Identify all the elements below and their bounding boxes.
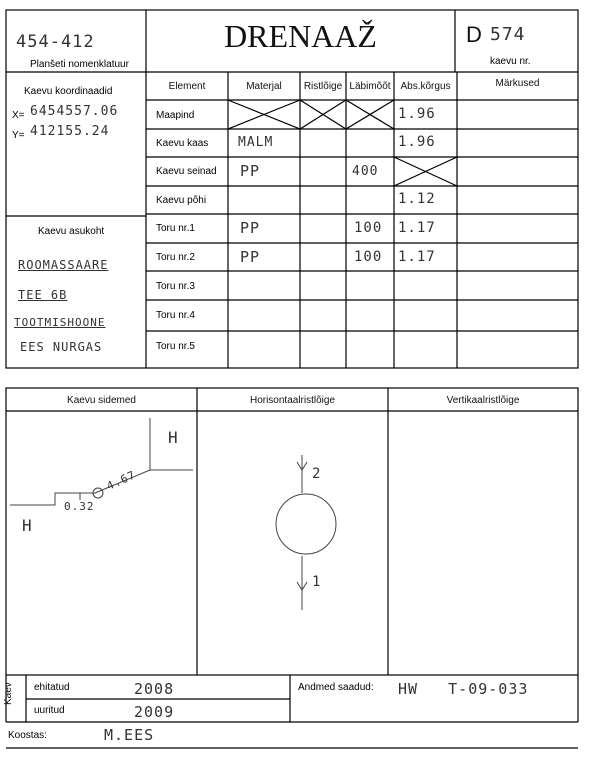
- row-label-maapind: Maapind: [156, 110, 195, 121]
- sketch-dist-2: 0.32: [64, 500, 95, 513]
- material-toru-2: PP: [240, 248, 261, 266]
- source-value: HW T-09-033: [398, 680, 529, 698]
- location-label: Kaevu asukoht: [38, 226, 105, 237]
- location-line-3: TOOTMISHOONE: [14, 316, 106, 329]
- diameter-toru-1: 100: [354, 220, 383, 236]
- location-line-4: EES NURGAS: [20, 340, 103, 354]
- author-label: Koostas:: [8, 730, 47, 741]
- coords-label: Kaevu koordinaadid: [24, 86, 113, 97]
- diameter-kaevu-seinad: 400: [352, 164, 379, 179]
- material-toru-1: PP: [240, 219, 261, 237]
- section-connections: Kaevu sidemed: [67, 395, 136, 406]
- source-label: Andmed saadud:: [298, 682, 374, 693]
- col-header-abs: Abs.kõrgus: [400, 81, 451, 92]
- sketch-h-top: H: [168, 428, 179, 447]
- sketch-dist-1: 4.67: [104, 468, 138, 493]
- connections-sketch: [10, 418, 193, 505]
- abs-maapind: 1.96: [398, 106, 436, 122]
- x-value: 6454557.06: [30, 104, 119, 119]
- sketch-h-left: H: [22, 516, 33, 535]
- col-header-labimoot: Läbimõõt: [349, 81, 391, 92]
- built-label: ehitatud: [34, 682, 70, 693]
- col-header-material: Materjal: [246, 81, 282, 92]
- footer-side-label: Kaev: [3, 682, 14, 705]
- diameter-toru-2: 100: [354, 249, 383, 265]
- abs-toru-1: 1.17: [398, 220, 436, 236]
- x-label: X=: [12, 110, 25, 121]
- row-label-toru-3: Toru nr.3: [156, 281, 195, 292]
- material-kaevu-seinad: PP: [240, 162, 261, 180]
- well-number-value: 574: [490, 24, 526, 45]
- nomenclature-label: Planšeti nomenklatuur: [30, 59, 129, 70]
- row-label-toru-1: Toru nr.1: [156, 223, 195, 234]
- row-label-toru-4: Toru nr.4: [156, 310, 195, 321]
- built-value: 2008: [134, 680, 175, 698]
- row-label-kaevu-kaas: Kaevu kaas: [156, 138, 209, 149]
- location-line-1: ROOMASSAARE: [18, 258, 109, 272]
- y-value: 412155.24: [30, 124, 110, 139]
- section-horizontal: Horisontaalristlõige: [249, 395, 336, 406]
- y-label: Y=: [12, 130, 25, 141]
- row-label-toru-5: Toru nr.5: [156, 341, 195, 352]
- col-header-element: Element: [168, 81, 206, 92]
- row-label-toru-2: Toru nr.2: [156, 252, 195, 263]
- abs-toru-2: 1.17: [398, 249, 436, 265]
- sketch-pipe-1-label: 1: [312, 574, 322, 590]
- sketch-pipe-2-label: 2: [312, 466, 322, 482]
- col-header-ristloige: Ristlõige: [303, 81, 343, 92]
- section-vertical: Vertikaalristlõige: [446, 395, 520, 406]
- author-value: M.EES: [104, 726, 155, 744]
- col-header-markused: Märkused: [495, 78, 540, 89]
- row-label-kaevu-seinad: Kaevu seinad: [156, 166, 217, 177]
- abs-kaevu-pohi: 1.12: [398, 191, 436, 207]
- well-number-label: kaevu nr.: [490, 56, 531, 67]
- row-label-kaevu-pohi: Kaevu põhi: [156, 195, 207, 206]
- nomenclature-value: 454-412: [16, 32, 95, 52]
- horizontal-section-sketch: [276, 455, 336, 610]
- page-title: DRENAAŽ: [224, 18, 377, 54]
- location-line-2: TEE 6B: [18, 288, 68, 302]
- abs-kaevu-kaas: 1.96: [398, 134, 436, 150]
- well-number-prefix: D: [466, 22, 482, 47]
- surveyed-label: uuritud: [34, 705, 65, 716]
- surveyed-value: 2009: [134, 703, 175, 721]
- material-kaevu-kaas: MALM: [238, 135, 274, 150]
